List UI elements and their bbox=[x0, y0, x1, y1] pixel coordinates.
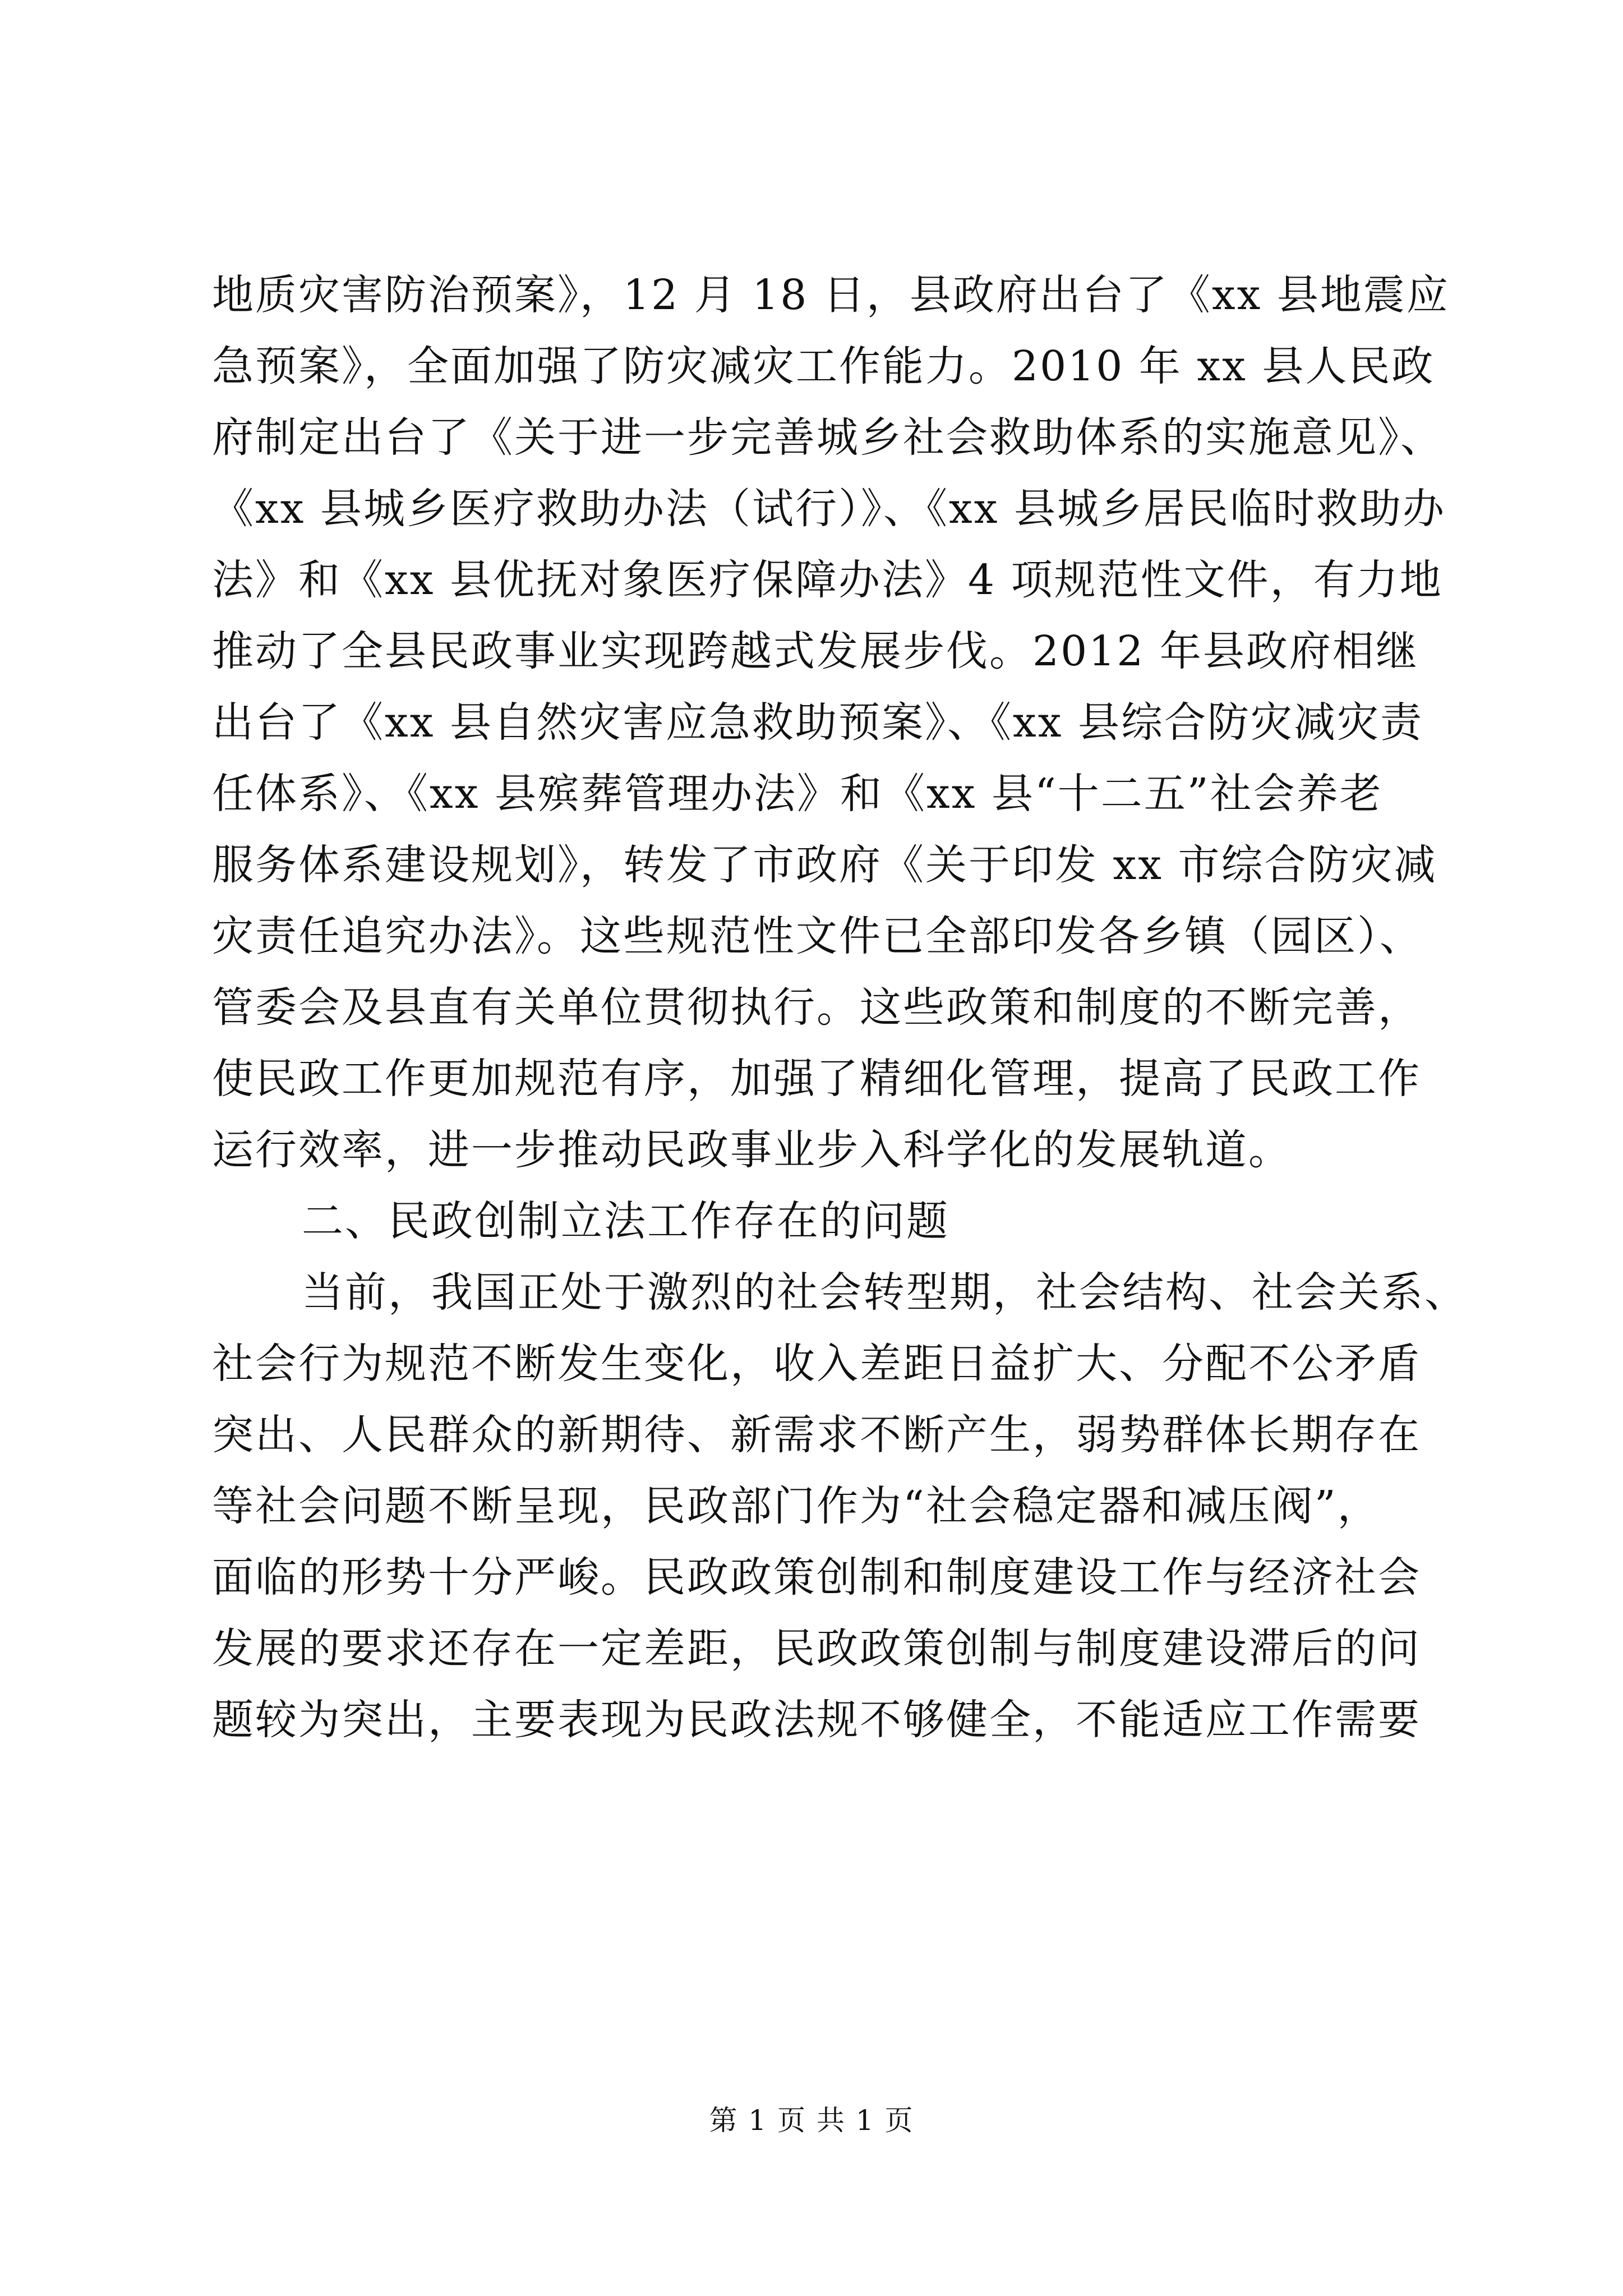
text-line: 面临的形势十分严峻。民政政策创制和制度建设工作与经济社会 bbox=[212, 1553, 1421, 1602]
text-line: 法》和《xx 县优抚对象医疗保障办法》4 项规范性文件，有力地 bbox=[212, 556, 1443, 604]
text-line: 突出、人民群众的新期待、新需求不断产生，弱势群体长期存在 bbox=[212, 1411, 1421, 1459]
text-line: 府制定出台了《关于进一步完善城乡社会救助体系的实施意见》、 bbox=[212, 413, 1444, 462]
text-line: 社会行为规范不断发生变化，收入差距日益扩大、分配不公矛盾 bbox=[212, 1340, 1421, 1388]
text-line: 灾责任追究办法》。这些规范性文件已全部印发各乡镇（园区）、 bbox=[212, 912, 1423, 960]
text-line: 推动了全县民政事业实现跨越式发展步伐。2012 年县政府相继 bbox=[212, 627, 1419, 675]
text-line: 发展的要求还存在一定差距，民政政策创制与制度建设滞后的问 bbox=[212, 1625, 1421, 1673]
text-line: 管委会及县直有关单位贯彻执行。这些政策和制度的不断完善， bbox=[212, 983, 1421, 1032]
text-line: 地质灾害防治预案》，12 月 18 日，县政府出台了《xx 县地震应 bbox=[212, 271, 1450, 319]
section-heading: 二、民政创制立法工作存在的问题 bbox=[302, 1197, 949, 1245]
text-line: 《xx 县城乡医疗救助办法（试行）》、《xx 县城乡居民临时救助办 bbox=[212, 485, 1446, 533]
text-line: 运行效率，进一步推动民政事业步入科学化的发展轨道。 bbox=[212, 1126, 1292, 1174]
text-line: 服务体系建设规划》，转发了市政府《关于印发 xx 市综合防灾减 bbox=[212, 841, 1437, 889]
text-line: 任体系》、《xx 县殡葬管理办法》和《xx 县“十二五”社会养老 bbox=[212, 770, 1383, 818]
text-line: 急预案》，全面加强了防灾减灾工作能力。2010 年 xx 县人民政 bbox=[212, 342, 1435, 390]
text-line: 题较为突出，主要表现为民政法规不够健全，不能适应工作需要 bbox=[212, 1696, 1421, 1744]
page-footer: 第 1 页 共 1 页 bbox=[709, 2104, 914, 2137]
document-body bbox=[212, 260, 1468, 1756]
text-line: 出台了《xx 县自然灾害应急救助预案》、《xx 县综合防灾减灾责 bbox=[212, 698, 1423, 747]
paragraph-first-line: 当前，我国正处于激烈的社会转型期，社会结构、社会关系、 bbox=[302, 1268, 1468, 1317]
text-line: 使民政工作更加规范有序，加强了精细化管理，提高了民政工作 bbox=[212, 1055, 1421, 1103]
text-line: 等社会问题不断呈现，民政部门作为“社会稳定器和减压阀”， bbox=[212, 1482, 1381, 1530]
